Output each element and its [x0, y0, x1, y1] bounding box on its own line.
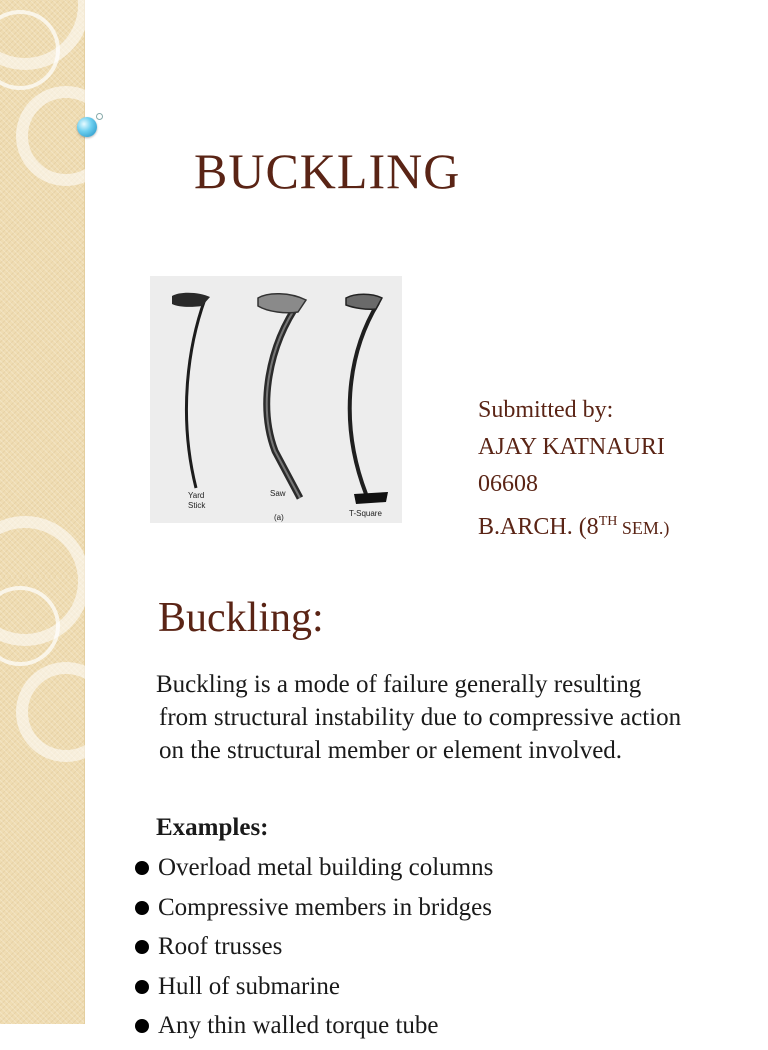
bullet-dot-icon: [135, 980, 149, 994]
submission-credits: [478, 392, 669, 547]
paragraph-line: Buckling is a mode of failure generally resulting: [156, 671, 642, 698]
bullet-dot-icon: [135, 940, 149, 954]
buckling-illustration: [150, 276, 402, 523]
list-item-text: Roof trusses: [158, 933, 283, 960]
list-item: [134, 931, 493, 971]
submitted-by-label: Submitted by:: [478, 397, 614, 423]
label-yard: Yard: [188, 491, 205, 500]
decorative-side-strip: [0, 0, 85, 576]
list-item: [134, 852, 493, 892]
definition-paragraph: [156, 668, 756, 767]
course-info: [478, 503, 669, 547]
list-item: [134, 971, 493, 1011]
course-superscript: TH: [598, 514, 618, 529]
definition-slide: [0, 576, 768, 1039]
bullet-orb-icon: [77, 117, 97, 137]
decorative-ring: [16, 662, 116, 762]
slide-title: BUCKLING: [194, 143, 461, 199]
list-item: [134, 892, 493, 932]
label-caption: (a): [274, 513, 284, 522]
examples-heading: Examples:: [156, 814, 269, 841]
decorative-ring: [16, 86, 116, 186]
course-prefix: B.ARCH. (8: [478, 514, 599, 540]
list-item: [134, 1010, 493, 1050]
roll-number: 06608: [478, 471, 538, 497]
buckling-drawing: [150, 276, 402, 523]
bullet-dot-icon: [135, 901, 149, 915]
list-item-text: Hull of submarine: [158, 972, 340, 1000]
list-item-text: Overload metal building columns: [158, 854, 494, 881]
paragraph-line: from structural instability due to compressive action: [159, 704, 682, 731]
hand-middle: [258, 294, 306, 313]
t-square-head: [354, 492, 388, 504]
label-saw: Saw: [270, 489, 286, 498]
author-name: AJAY KATNAURI: [478, 434, 665, 460]
list-item-text: Any thin walled torque tube: [158, 1012, 439, 1039]
course-suffix: SEM.): [617, 518, 670, 538]
bullet-dot-icon: [135, 861, 149, 875]
examples-list: [134, 852, 493, 1050]
bullet-dot-icon: [135, 1019, 149, 1033]
hand-right: [346, 294, 382, 309]
decorative-side-strip: [0, 576, 85, 1024]
slide-heading: Buckling:: [158, 595, 324, 641]
label-t-square: T-Square: [349, 509, 382, 518]
label-stick: Stick: [188, 501, 206, 510]
list-item-text: Compressive members in bridges: [158, 893, 492, 921]
paragraph-line: on the structural member or element involved.: [159, 737, 623, 764]
small-circle-icon: [96, 113, 103, 120]
